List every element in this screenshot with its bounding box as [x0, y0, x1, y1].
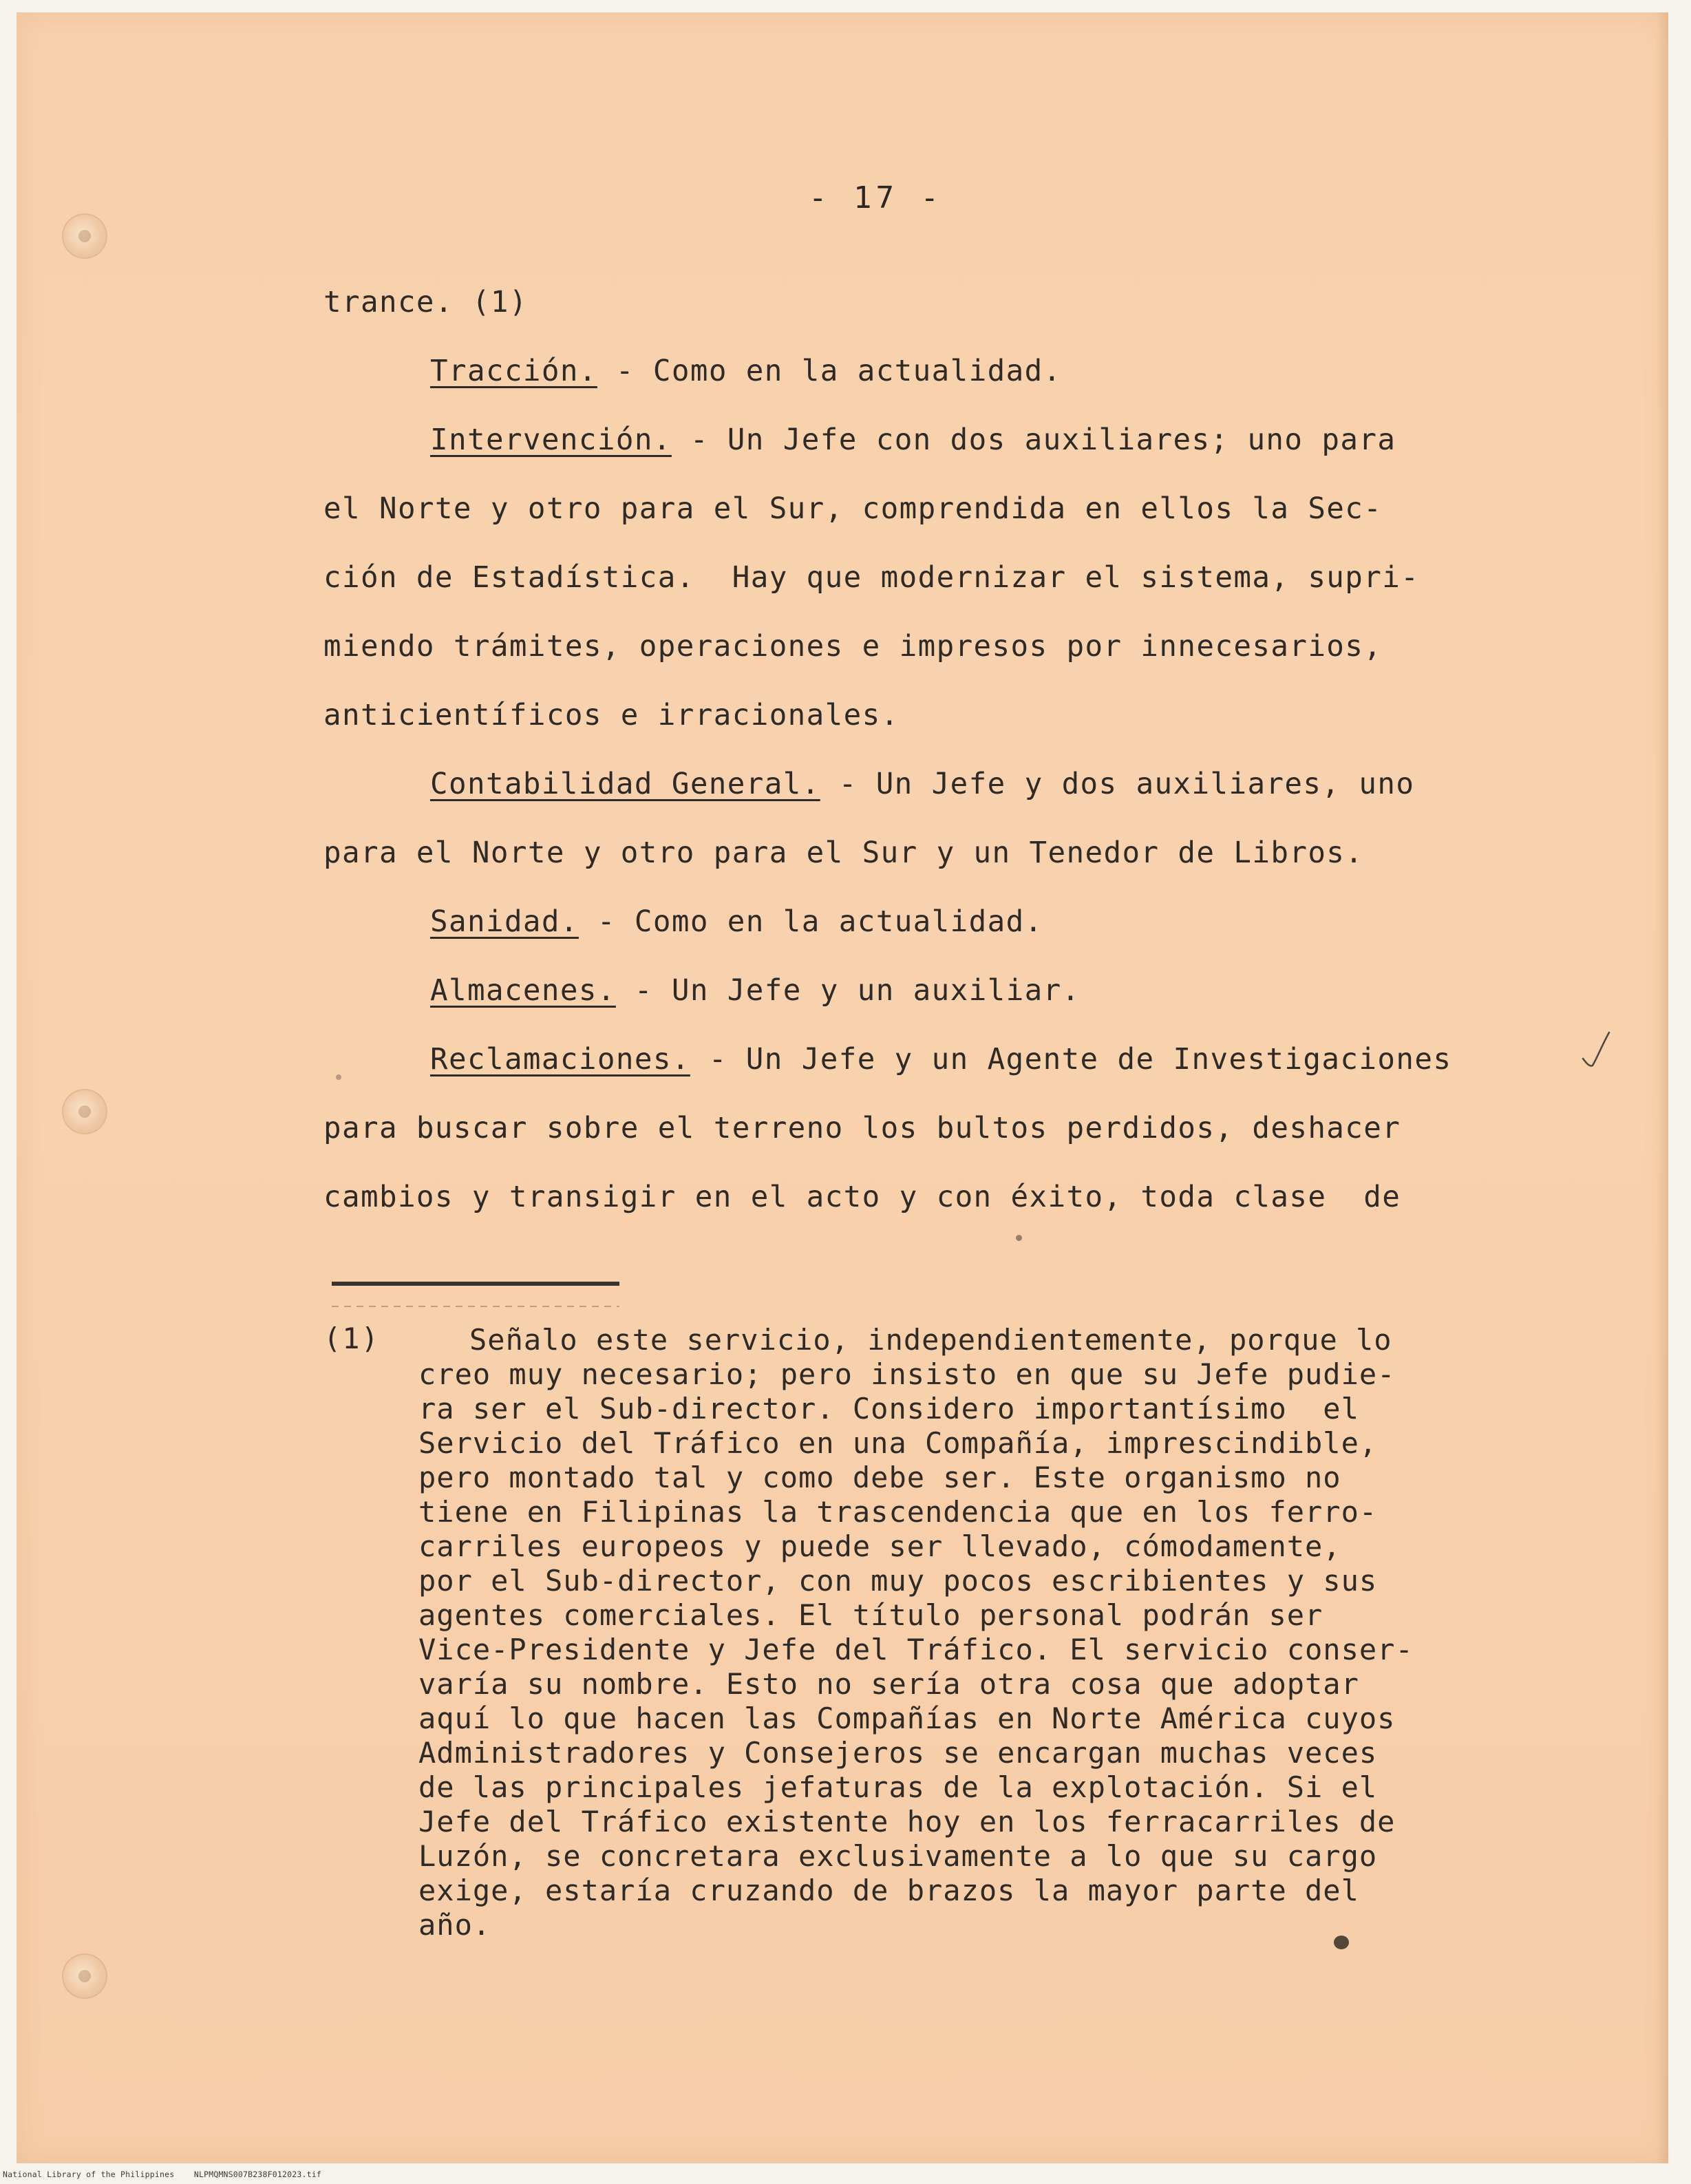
section-heading: Contabilidad General.: [430, 767, 820, 801]
body-line: [323, 823, 1583, 891]
footnote-text: [418, 1323, 1588, 1942]
section-heading: Tracción.: [430, 354, 597, 388]
footnote-line: Vice-Presidente y Jefe del Tráfico. El servicio conser-: [418, 1633, 1414, 1666]
ink-speck: [336, 1074, 341, 1080]
footnote-line: tiene en Filipinas la trascendencia que en los ferro-: [418, 1495, 1378, 1529]
punch-hole-bottom: [63, 1955, 106, 1997]
body-line: [323, 616, 1583, 685]
line-text: miendo trámites, operaciones e impresos por innecesarios,: [323, 630, 1383, 664]
ink-speck: [1016, 1235, 1022, 1241]
body-line: [323, 547, 1583, 616]
line-text: - Como en la actualidad.: [597, 354, 1062, 388]
body-line: [323, 685, 1583, 754]
body-line: [323, 1167, 1583, 1236]
footnote-separator: [332, 1282, 619, 1286]
page-number: - 17 -: [809, 180, 943, 215]
section-heading: Reclamaciones.: [430, 1043, 690, 1077]
body-line: [323, 1029, 1583, 1098]
body-text: [323, 272, 1583, 1236]
body-line: [323, 1098, 1583, 1167]
ink-blot: [1334, 1936, 1349, 1949]
footnote-separator-shadow: [332, 1306, 619, 1307]
check-mark-icon: [1582, 1031, 1610, 1068]
line-text: para buscar sobre el terreno los bultos perdidos, deshacer: [323, 1112, 1401, 1145]
section-heading: Sanidad.: [430, 905, 579, 939]
footnote-line: aquí lo que hacen las Compañías en Norte América cuyos: [418, 1701, 1396, 1735]
line-text: el Norte y otro para el Sur, comprendida en ellos la Sec-: [323, 492, 1383, 526]
footnote-line: por el Sub-director, con muy pocos escribientes y sus: [418, 1564, 1378, 1598]
line-text: - Como en la actualidad.: [578, 905, 1043, 939]
section-heading: Intervención.: [430, 423, 672, 457]
line-text: - Un Jefe y un Agente de Investigaciones: [690, 1043, 1452, 1077]
body-line: [323, 754, 1583, 823]
footnote-line: carriles europeos y puede ser llevado, cómodamente,: [418, 1529, 1341, 1563]
line-text: anticientíficos e irracionales.: [323, 699, 900, 732]
punch-hole-top: [63, 215, 106, 257]
line-text: para el Norte y otro para el Sur y un Tenedor de Libros.: [323, 836, 1364, 870]
body-line: [323, 341, 1583, 410]
footnote-line: Administradores y Consejeros se encargan muchas veces: [418, 1736, 1378, 1770]
footnote-line: creo muy necesario; pero insisto en que su Jefe pudie-: [418, 1357, 1396, 1391]
section-heading: Almacenes.: [430, 974, 616, 1008]
body-line: [323, 960, 1583, 1029]
body-line: [323, 478, 1583, 547]
footnote-line: pero montado tal y como debe ser. Este organismo no: [418, 1461, 1341, 1494]
line-text: trance. (1): [323, 286, 528, 319]
footnote-line: exige, estaría cruzando de brazos la mayor parte del: [418, 1874, 1359, 1907]
body-line: [323, 891, 1583, 960]
footnote-line: año.: [418, 1908, 491, 1942]
footnote-line: Jefe del Tráfico existente hoy en los ferracarriles de: [418, 1805, 1396, 1838]
body-line: [323, 272, 1583, 341]
line-text: - Un Jefe y un auxiliar.: [615, 974, 1081, 1008]
footnote-line: Señalo este servicio, independientemente, porque lo: [469, 1323, 1392, 1357]
punch-hole-middle: [63, 1090, 106, 1133]
footnote-line: varía su nombre. Esto no sería otra cosa que adoptar: [418, 1667, 1359, 1701]
footnote-marker: (1): [323, 1322, 380, 1355]
footnote-line: Servicio del Tráfico en una Compañía, imprescindible,: [418, 1426, 1378, 1460]
line-text: ción de Estadística. Hay que modernizar el sistema, supri-: [323, 561, 1420, 595]
scan-footer-label: National Library of the Philippines NLPMQMNS007B238F012023.tif: [3, 2170, 322, 2179]
footnote-line: agentes comerciales. El título personal podrán ser: [418, 1598, 1323, 1632]
line-text: - Un Jefe y dos auxiliares, uno: [820, 767, 1415, 801]
line-text: - Un Jefe con dos auxiliares; uno para: [671, 423, 1396, 457]
footnote-line: ra ser el Sub-director. Considero importantísimo el: [418, 1392, 1359, 1425]
line-text: cambios y transigir en el acto y con éxito, toda clase de: [323, 1180, 1401, 1214]
body-line: [323, 410, 1583, 478]
paper-edge-shadow: [1656, 12, 1668, 2163]
footnote-line: Luzón, se concretara exclusivamente a lo que su cargo: [418, 1839, 1378, 1873]
footnote-line: de las principales jefaturas de la explotación. Si el: [418, 1770, 1378, 1804]
